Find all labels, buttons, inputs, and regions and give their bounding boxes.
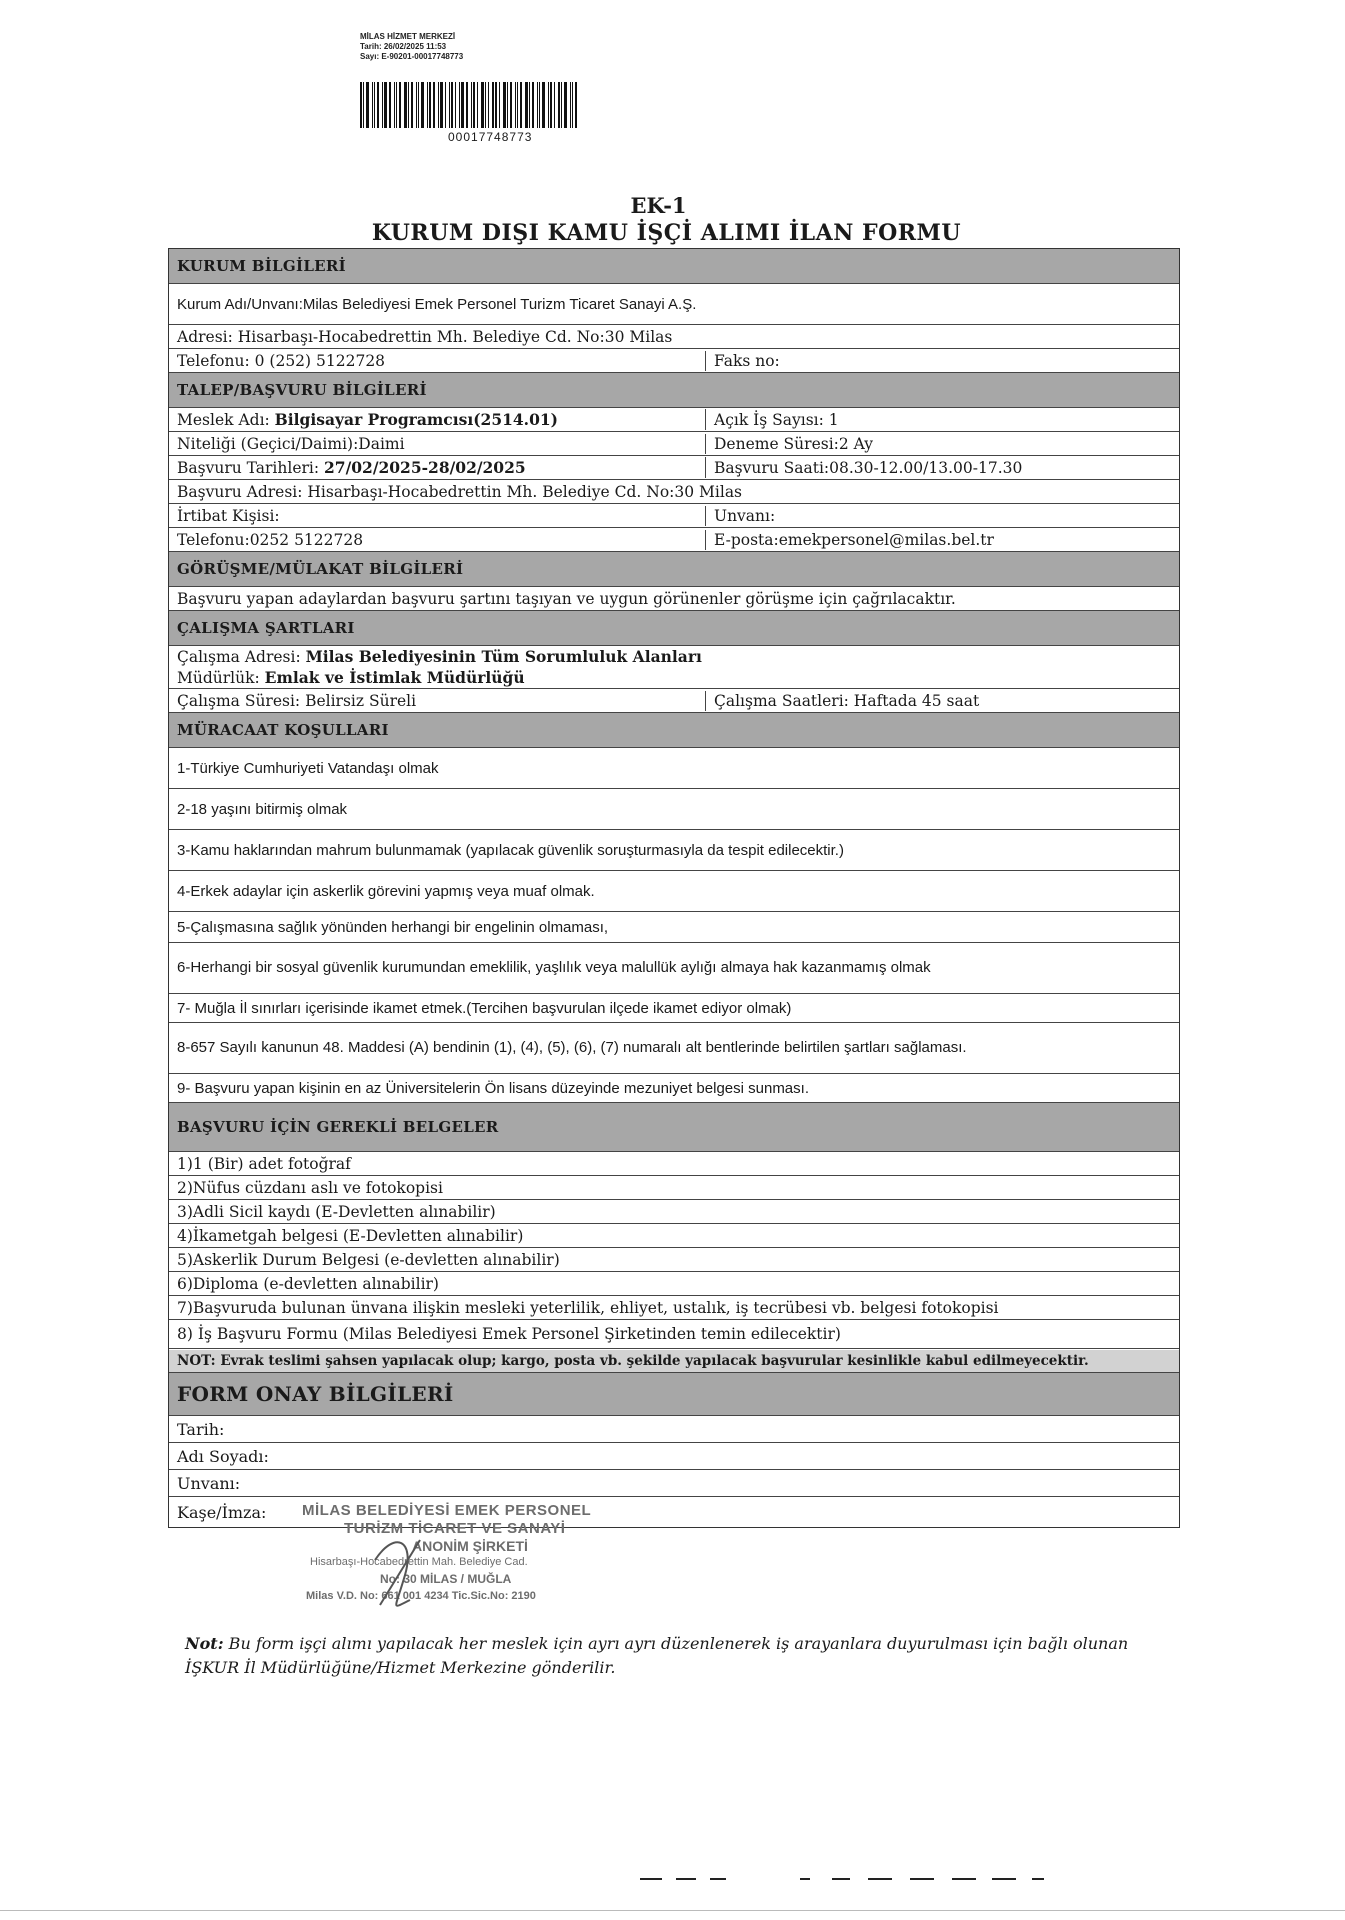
barcode-bar xyxy=(537,82,538,128)
scan-artifact-dash xyxy=(868,1878,892,1880)
scan-artifact-dash xyxy=(800,1878,810,1880)
scan-artifact-dash xyxy=(710,1878,726,1880)
meslek-adi: Meslek Adı: Bilgisayar Programcısı(2514.01) xyxy=(169,409,706,430)
barcode-bar xyxy=(485,82,486,128)
belgeler-note-row xyxy=(169,1349,1179,1373)
deneme-suresi: Deneme Süresi:2 Ay xyxy=(714,434,873,453)
barcode-bar xyxy=(377,82,379,128)
footnote xyxy=(185,1632,1185,1680)
barcode-bar xyxy=(382,82,383,128)
stamp-line: Tarih: 26/02/2025 11:53 xyxy=(360,42,447,51)
irtibat-kisisi: İrtibat Kişisi: xyxy=(169,506,706,526)
list-item: 8) İş Başvuru Formu (Milas Belediyesi Emek Personel Şirketinden temin edilecektir) xyxy=(169,1320,1179,1349)
acik-is-sayisi: Açık İş Sayısı: 1 xyxy=(714,410,839,429)
barcode-bar xyxy=(459,82,460,128)
gorusme-text: Başvuru yapan adaylardan başvuru şartını taşıyan ve uygun görünenler görüşme için çağrılacaktır. xyxy=(177,589,956,608)
barcode-bar xyxy=(445,82,446,128)
registry-stamp xyxy=(360,32,463,62)
barcode-bar xyxy=(529,82,530,128)
barcode-bar xyxy=(495,82,497,128)
list-item: 6)Diploma (e-devletten alınabilir) xyxy=(169,1272,1179,1296)
list-item: 3-Kamu haklarından mahrum bulunmamak (yapılacak güvenlik soruşturmasıyla da tespit edilecektir.) xyxy=(169,830,1179,871)
barcode-bar xyxy=(554,82,555,128)
niteligi: Niteliği (Geçici/Daimi):Daimi xyxy=(169,434,706,454)
barcode-bar xyxy=(492,82,494,128)
barcode-bar xyxy=(421,82,424,128)
barcode-bar xyxy=(394,82,395,128)
calisma-saatleri: Çalışma Saatleri: Haftada 45 saat xyxy=(714,691,980,710)
barcode-bar xyxy=(473,82,475,128)
onay-adsoyad-row xyxy=(169,1443,1179,1470)
barcode-bar xyxy=(510,82,512,128)
seal-line: TURİZM TİCARET VE SANAYİ xyxy=(344,1520,566,1537)
kurum-adres: Adresi: Hisarbaşı-Hocabedrettin Mh. Belediye Cd. No:30 Milas xyxy=(177,327,673,346)
nitelik-row xyxy=(169,432,1179,456)
belgeler-note: NOT: Evrak teslimi şahsen yapılacak olup; kargo, posta vb. şekilde yapılacak başvurular kesinlikle kabul edilmeyecektir. xyxy=(169,1350,1179,1372)
barcode-bar xyxy=(499,82,500,128)
scan-artifact-dash xyxy=(676,1878,696,1880)
calisma-sure-row xyxy=(169,689,1179,713)
seal-line: No: 30 MİLAS / MUĞLA xyxy=(380,1572,512,1586)
kurum-adres-row xyxy=(169,325,1179,349)
barcode-bar xyxy=(416,82,417,128)
basvuru-tarihleri: Başvuru Tarihleri: 27/02/2025-28/02/2025 xyxy=(169,457,706,478)
barcode-bar xyxy=(564,82,567,128)
calisma-suresi: Çalışma Süresi: Belirsiz Süreli xyxy=(169,691,706,711)
meslek-row xyxy=(169,408,1179,432)
section-header-talep: TALEP/BAŞVURU BİLGİLERİ xyxy=(169,373,1179,408)
scan-artifact-dash xyxy=(832,1878,850,1880)
scan-artifact-dash xyxy=(640,1878,662,1880)
barcode-bar xyxy=(575,82,577,128)
onay-tarih-row xyxy=(169,1416,1179,1443)
scan-artifact-dash xyxy=(992,1878,1016,1880)
barcode-bar xyxy=(488,82,489,128)
list-item: 7- Muğla İl sınırları içerisinde ikamet etmek.(Tercihen başvurulan ilçede ikamet ediyor olmak) xyxy=(169,994,1179,1023)
list-item: 7)Başvuruda bulunan ünvana ilişkin mesleki yeterlilik, ehliyet, ustalık, iş tecrübesi vb. belgesi fotokopisi xyxy=(169,1296,1179,1320)
onay-kase: Kaşe/İmza: xyxy=(177,1502,267,1522)
barcode-bar xyxy=(461,82,464,128)
footnote-label: Not: xyxy=(185,1634,224,1653)
barcode-bar xyxy=(451,82,453,128)
talep-telefon: Telefonu:0252 5122728 xyxy=(169,530,706,550)
list-item: 8-657 Sayılı kanunun 48. Maddesi (A) bendinin (1), (4), (5), (6), (7) numaralı alt bentlerinde belirtilen şartları sağlaması. xyxy=(169,1023,1179,1074)
calisma-adresi: Çalışma Adresi: Milas Belediyesinin Tüm Sorumluluk Alanları xyxy=(177,647,702,666)
calisma-adres-row xyxy=(169,646,1179,689)
scan-artifact-dash xyxy=(1032,1878,1044,1880)
barcode-bar xyxy=(389,82,391,128)
section-header-muracaat: MÜRACAAT KOŞULLARI xyxy=(169,713,1179,748)
basvuru-adres-row xyxy=(169,480,1179,504)
barcode-bar xyxy=(481,82,484,128)
barcode-bar xyxy=(558,82,560,128)
basvuru-adresi: Başvuru Adresi: Hisarbaşı-Hocabedrettin Mh. Belediye Cd. No:30 Milas xyxy=(177,482,743,501)
barcode-bar xyxy=(532,82,534,128)
kurum-adi: Kurum Adı/Unvanı:Milas Belediyesi Emek Personel Turizm Ticaret Sanayi A.Ş. xyxy=(177,295,697,313)
barcode-bar xyxy=(466,82,468,128)
barcode-bar xyxy=(366,82,369,128)
barcode-bar xyxy=(503,82,506,128)
list-item: 4)İkametgah belgesi (E-Devletten alınabilir) xyxy=(169,1224,1179,1248)
section-header-gorusme: GÖRÜŞME/MÜLAKAT BİLGİLERİ xyxy=(169,552,1179,587)
onay-unvan: Unvanı: xyxy=(177,1473,241,1493)
onay-adsoyad: Adı Soyadı: xyxy=(177,1446,269,1466)
scan-artifact-dash xyxy=(952,1878,976,1880)
barcode-bar xyxy=(515,82,516,128)
barcode-bar xyxy=(363,82,364,128)
barcode-bar xyxy=(517,82,518,128)
barcode-bar xyxy=(384,82,387,128)
gorusme-row xyxy=(169,587,1179,611)
barcode-bar xyxy=(525,82,528,128)
barcode-bar xyxy=(561,82,562,128)
barcode-bar xyxy=(433,82,435,128)
barcode-bar xyxy=(455,82,456,128)
seal-line: Hisarbaşı-Hocabedrettin Mah. Belediye Cad. xyxy=(310,1556,528,1568)
barcode-bar xyxy=(429,82,431,128)
list-item: 1-Türkiye Cumhuriyeti Vatandaşı olmak xyxy=(169,748,1179,789)
irtibat-unvan: Unvanı: xyxy=(714,506,776,525)
barcode-number: 00017748773 xyxy=(448,130,533,144)
basvuru-saati: Başvuru Saati:08.30-12.00/13.00-17.30 xyxy=(714,458,1023,477)
section-header-calisma: ÇALIŞMA ŞARTLARI xyxy=(169,611,1179,646)
onay-tarih: Tarih: xyxy=(177,1419,225,1439)
seal-line: Milas V.D. No: 661 001 4234 Tic.Sic.No: 2190 xyxy=(306,1590,536,1602)
barcode-bar xyxy=(539,82,540,128)
list-item: 1)1 (Bir) adet fotoğraf xyxy=(169,1152,1179,1176)
seal-line: ANONİM ŞİRKETİ xyxy=(412,1538,528,1554)
scan-artifact-dash xyxy=(910,1878,934,1880)
kurum-faks: Faks no: xyxy=(714,351,780,370)
list-item: 9- Başvuru yapan kişinin en az Üniversitelerin Ön lisans düzeyinde mezuniyet belgesi sunması. xyxy=(169,1074,1179,1103)
list-item: 2-18 yaşını bitirmiş olmak xyxy=(169,789,1179,830)
barcode-bar xyxy=(404,82,407,128)
barcode-bar xyxy=(542,82,545,128)
barcode-bar xyxy=(449,82,450,128)
section-header-onay: FORM ONAY BİLGİLERİ xyxy=(169,1373,1179,1416)
talep-eposta: E-posta:emekpersonel@milas.bel.tr xyxy=(714,530,994,549)
onay-unvan-row xyxy=(169,1470,1179,1497)
section-header-belgeler: BAŞVURU İÇİN GEREKLİ BELGELER xyxy=(169,1103,1179,1152)
stamp-line: MİLAS HİZMET MERKEZİ xyxy=(360,32,456,41)
onay-kase-row xyxy=(169,1497,1179,1527)
barcode-bar xyxy=(548,82,549,128)
barcode-bar xyxy=(477,82,478,128)
barcode-bar xyxy=(418,82,419,128)
iletisim-row xyxy=(169,528,1179,552)
page-edge xyxy=(0,1910,1345,1911)
barcode xyxy=(360,82,628,128)
page-title: KURUM DIŞI KAMU İŞÇİ ALIMI İLAN FORMU xyxy=(371,220,962,246)
list-item: 3)Adli Sicil kaydı (E-Devletten alınabilir) xyxy=(169,1200,1179,1224)
stamp-line: Sayı: E-90201-00017748773 xyxy=(360,52,464,61)
barcode-bar xyxy=(374,82,375,128)
list-item: 5)Askerlik Durum Belgesi (e-devletten alınabilir) xyxy=(169,1248,1179,1272)
footnote-text: Bu form işçi alımı yapılacak her meslek için ayrı ayrı düzenlenerek iş arayanlara duyurulması için bağlı olunan İŞKUR İl Müdürlüğüne/Hizmet Merkezine gönderilir. xyxy=(185,1634,1129,1677)
barcode-bar xyxy=(399,82,401,128)
barcode-bar xyxy=(438,82,439,128)
mudurluk: Müdürlük: Emlak ve İstimlak Müdürlüğü xyxy=(177,668,525,687)
barcode-bar xyxy=(411,82,413,128)
kurum-telefon: Telefonu: 0 (252) 5122728 xyxy=(169,351,706,371)
barcode-bar xyxy=(427,82,428,128)
barcode-bar xyxy=(372,82,373,128)
barcode-bar xyxy=(570,82,571,128)
announcement-form xyxy=(168,248,1180,1528)
barcode-bar xyxy=(550,82,552,128)
annex-label: EK-1 xyxy=(630,193,687,218)
barcode-bar xyxy=(440,82,443,128)
barcode-bar xyxy=(572,82,573,128)
barcode-bar xyxy=(360,82,362,128)
list-item: 6-Herhangi bir sosyal güvenlik kurumundan emeklilik, yaşlılık veya malullük aylığı almaya hak kazanmamış olmak xyxy=(169,943,1179,994)
barcode-bar xyxy=(396,82,397,128)
list-item: 5-Çalışmasına sağlık yönünden herhangi bir engelinin olmaması, xyxy=(169,912,1179,943)
barcode-bar xyxy=(520,82,522,128)
signature-stroke xyxy=(375,1540,420,1606)
kurum-telefon-row xyxy=(169,349,1179,373)
barcode-bar xyxy=(471,82,472,128)
section-header-kurum: KURUM BİLGİLERİ xyxy=(169,249,1179,284)
barcode-bar xyxy=(408,82,409,128)
basvuru-tarih-row xyxy=(169,456,1179,480)
kurum-adi-row xyxy=(169,284,1179,325)
seal-line: MİLAS BELEDİYESİ EMEK PERSONEL xyxy=(302,1502,592,1519)
barcode-bar xyxy=(507,82,508,128)
list-item: 2)Nüfus cüzdanı aslı ve fotokopisi xyxy=(169,1176,1179,1200)
irtibat-row xyxy=(169,504,1179,528)
list-item: 4-Erkek adaylar için askerlik görevini yapmış veya muaf olmak. xyxy=(169,871,1179,912)
